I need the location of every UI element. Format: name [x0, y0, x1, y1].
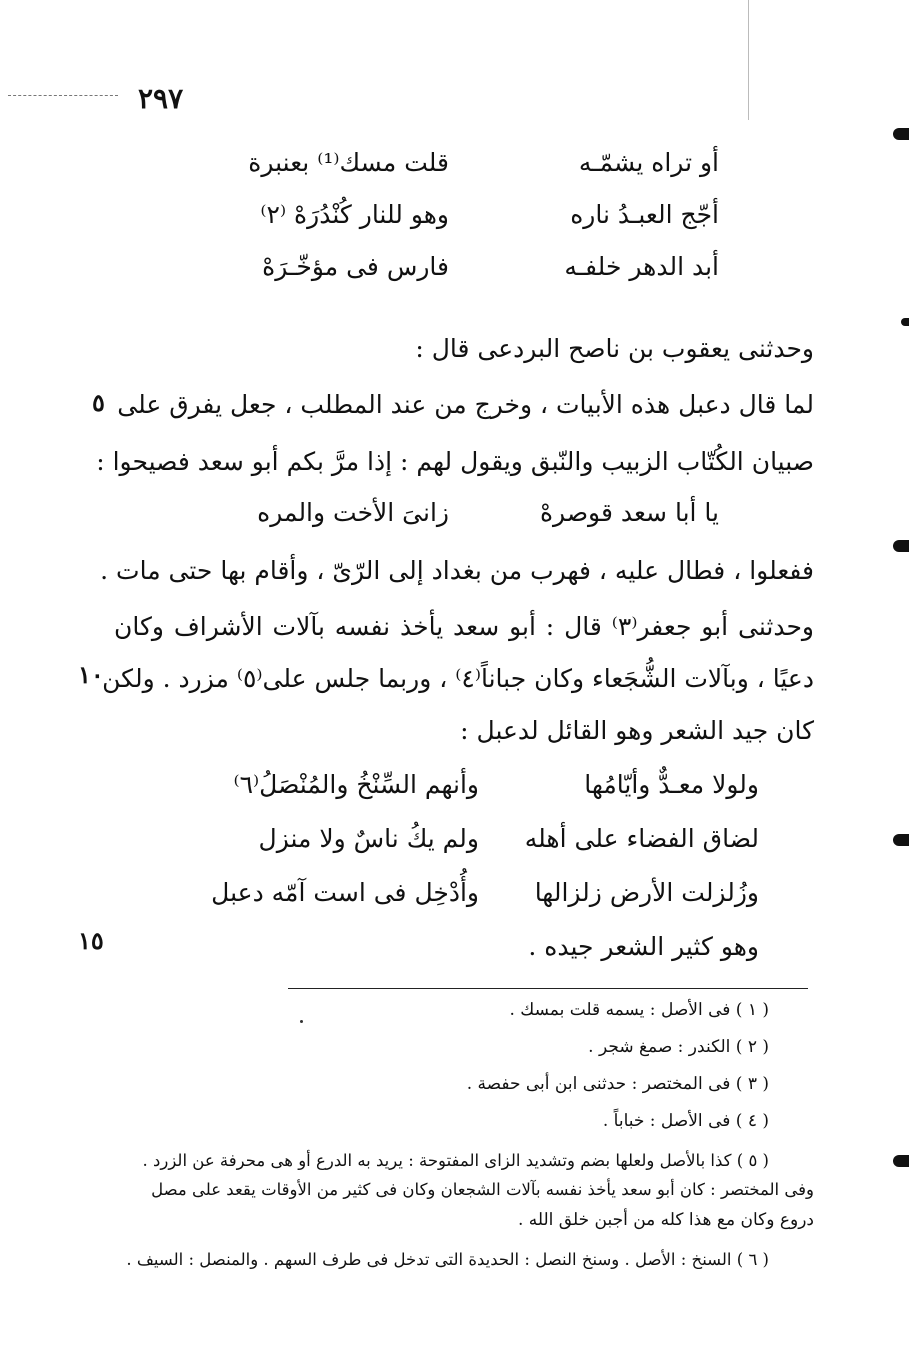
prose-line: صبيان الكُتّاب الزبيب والنّبق ويقول لهم : إذا مرَّ بكم أبو سعد فصيحوا : [96, 447, 814, 476]
verse-hemistich: وهو للنار كُنْدُرَهْ ⁽٢⁾ [260, 200, 449, 229]
edge-mark [893, 128, 909, 140]
header-dashed-rule [8, 95, 118, 96]
footnote-rule [288, 988, 808, 989]
verse-hemistich: يا أبا سعد قوصرهْ [539, 498, 719, 527]
verse-hemistich: ولولا معـدٌّ وأيّامُها [584, 770, 759, 799]
verse-hemistich: قلت مسك⁽¹⁾ بعنبرة [248, 148, 449, 177]
verse-hemistich: لضاق الفضاء على أهله [524, 824, 759, 853]
footnote: ( ٤ ) فى الأصل : خباباً . [602, 1111, 769, 1131]
verse-hemistich: وأنهم السِّنْخُ والمُنْصَلُ⁽٦⁾ [233, 770, 479, 799]
edge-mark [893, 1155, 909, 1167]
footnote: ( ٥ ) كذا بالأصل ولعلها بضم وتشديد الزاى المفتوحة : يريد به الدرع أو هى محرفة عن الزرد . [142, 1151, 769, 1170]
verse-hemistich: زانىَ الأخت والمره [257, 498, 449, 527]
footnote: ( ٦ ) السنخ : الأصل . وسنخ النصل : الحديدة التى تدخل فى طرف السهم . والمنصل : السيف . [126, 1250, 769, 1269]
verse-hemistich: أبد الدهر خلفـه [564, 252, 719, 281]
line-number: ١٥ [78, 926, 104, 955]
line-number: ٥ [92, 388, 105, 417]
page-number: ٢٩٧ [138, 82, 184, 115]
edge-mark [893, 540, 909, 552]
footnote: ( ١ ) فى الأصل : يسمه قلت بمسك . [509, 1000, 769, 1020]
prose-line: وحدثنى يعقوب بن ناصح البردعى قال : [415, 334, 814, 363]
prose-line: دعيًا ، وبآلات الشُّجَعاء وكان جباناً⁽٤⁾ ، وربما جلس على⁽٥⁾ مزرد . ولكن [102, 664, 814, 693]
footnote: دروع وكان مع هذا كله من أجبن خلق الله . [517, 1210, 814, 1230]
prose-line: وحدثنى أبو جعفر⁽٣⁾ قال : أبو سعد يأخذ نفسه بآلات الأشراف وكان [114, 612, 815, 641]
prose-line: لما قال دعبل هذه الأبيات ، وخرج من عند المطلب ، جعل يفرق على [117, 390, 814, 419]
speck [300, 1020, 303, 1023]
verse-hemistich: ولم يكُ ناسٌ ولا منزل [258, 824, 479, 853]
verse-hemistich: أو تراه يشمّـه [578, 148, 719, 177]
line-number: ١٠ [78, 660, 104, 689]
edge-mark [893, 834, 909, 846]
verse-hemistich: وزُلزلت الأرض زلزالها [534, 878, 759, 907]
prose-line: وهو كثير الشعر جيده . [528, 932, 759, 961]
edge-mark [901, 318, 909, 326]
verse-hemistich: أجّج العبـدُ ناره [570, 200, 719, 229]
footnote: ( ٣ ) فى المختصر : حدثنى ابن أبى حفصة . [466, 1074, 769, 1094]
verse-hemistich: فارس فى مؤخّـرَهْ [262, 252, 449, 281]
prose-line: كان جيد الشعر وهو القائل لدعبل : [460, 716, 814, 745]
gutter-line [748, 0, 749, 120]
prose-line: ففعلوا ، فطال عليه ، فهرب من بغداد إلى الرّىّ ، وأقام بها حتى مات . [100, 556, 814, 585]
footnote: ( ٢ ) الكندر : صمغ شجر . [588, 1037, 769, 1057]
footnote: وفى المختصر : كان أبو سعد يأخذ نفسه بآلات الشجعان وكان فى كثير من الأوقات يقعد على مصل [151, 1180, 814, 1199]
verse-hemistich: وأُدْخِل فى است آمّه دعبل [211, 878, 479, 907]
